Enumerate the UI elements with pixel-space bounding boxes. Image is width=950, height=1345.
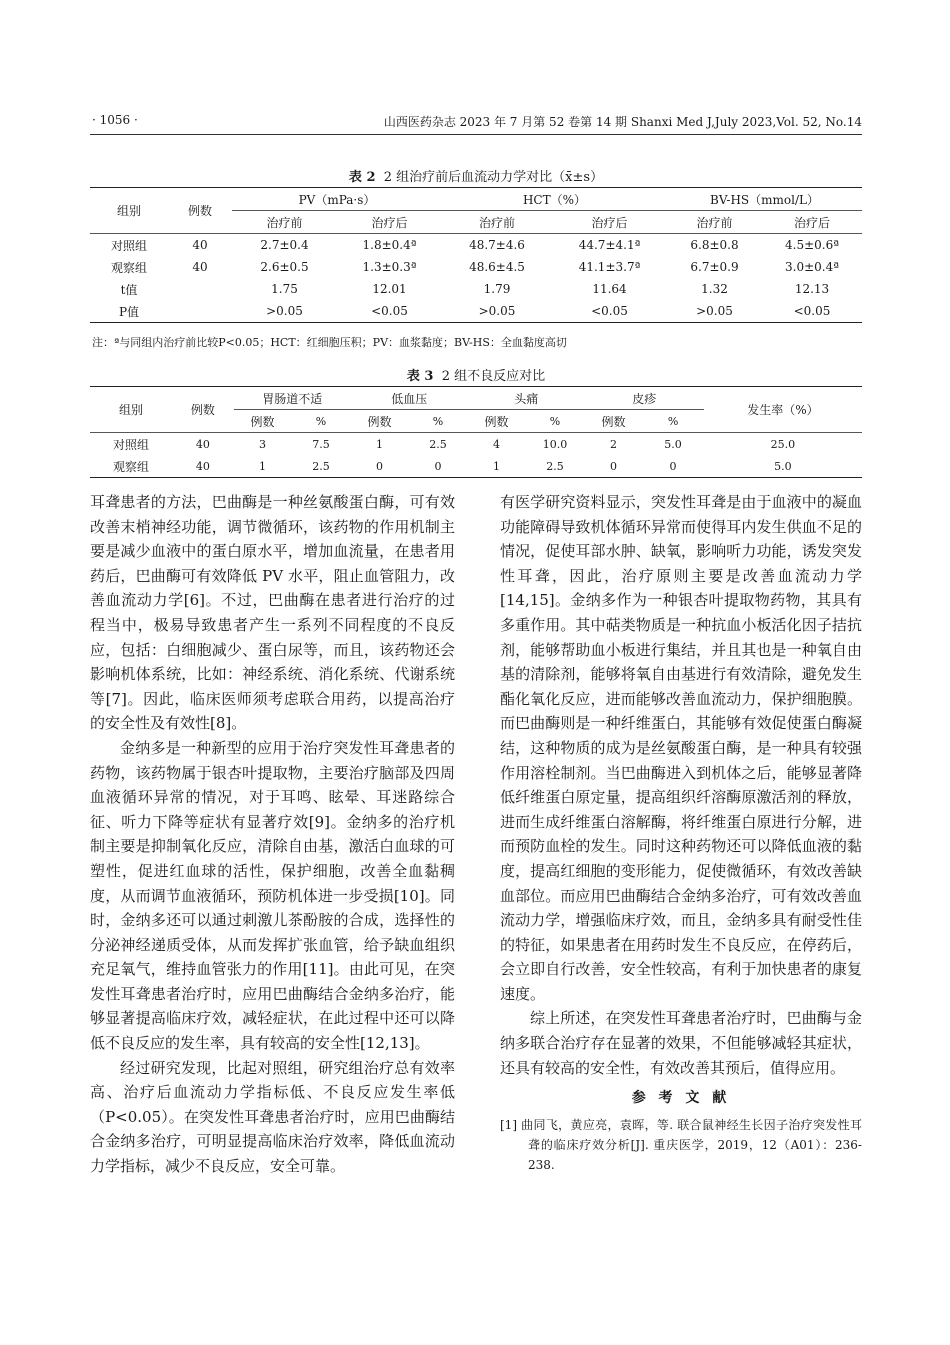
cell: 6.8±0.8 (690, 238, 739, 252)
table3-caption (90, 365, 862, 384)
t2-bv-before: 治疗前 (667, 211, 762, 234)
table-row (90, 256, 862, 278)
t3-sub-cases: 例数 (585, 410, 642, 433)
table-row (90, 278, 862, 300)
cell: 2.5 (291, 455, 351, 478)
cell: <0.05 (552, 300, 667, 323)
cell: 6.7±0.9 (690, 260, 739, 274)
t2-bv-after: 治疗后 (762, 211, 862, 234)
paragraph: 耳聋患者的方法，巴曲酶是一种丝氨酸蛋白酶，可有效改善末梢神经功能，调节微循环，该药物的作用机制主要是减少血液中的蛋白原水平，增加血流量，在患者用药后，巴曲酶可有效降低 PV 水平，阻止血管阻力，改善血流动力学[6]。不过，巴曲酶在患者进行治疗的过程当中，极易导致患者产生一系列不同程度的不良反应，包括：白细胞减少、蛋白尿等，而且，该药物还会影响机体系统，比如：神经系统、消化系统、代谢系统等[7]。因此，临床医师须考虑联合用药，以提高治疗的安全性及有效性[8]。 (90, 493, 455, 733)
cell: 0 (642, 455, 704, 478)
table-row (90, 300, 862, 323)
cell: 12.13 (794, 282, 830, 296)
cell: 2.5 (525, 455, 585, 478)
table-row (90, 234, 862, 257)
t2-head-group: 组别 (90, 188, 168, 234)
cell: 1 (375, 437, 383, 451)
cell: 观察组 (90, 455, 172, 478)
cell: 3.0±0.4ª (785, 260, 839, 274)
table-row (90, 433, 862, 456)
cell: 48.7±4.6 (469, 238, 525, 252)
t3-head-count: 例数 (172, 387, 234, 433)
cell: t值 (120, 282, 138, 297)
references-heading: 参 考 文 献 (631, 1090, 731, 1107)
cell: 1.75 (271, 282, 298, 296)
cell: 0 (351, 455, 408, 478)
cell: 12.01 (372, 282, 407, 296)
cell: >0.05 (667, 300, 762, 323)
t2-head-pv: PV（mPa·s） (232, 188, 442, 211)
t2-hct-after: 治疗后 (552, 211, 667, 234)
cell: 11.64 (592, 282, 627, 296)
t3-sub-pct: % (408, 410, 468, 433)
t3-sub-cases: 例数 (234, 410, 291, 433)
table2-label: 表 2 (348, 170, 376, 185)
cell: >0.05 (442, 300, 552, 323)
cell: <0.05 (337, 300, 442, 323)
t2-pv-before: 治疗前 (232, 211, 337, 234)
cell: 4.5±0.6ª (785, 238, 839, 252)
paragraph: 经过研究发现，比起对照组，研究组治疗总有效率高、治疗后血流动力学指标低、不良反应发生率低（P<0.05）。在突发性耳聋患者治疗时，应用巴曲酶结合金纳多治疗，可明显提高临床治疗效率，降低血流动力学指标，减少不良反应，安全可靠。 (90, 1058, 455, 1176)
t3-sub-pct: % (642, 410, 704, 433)
t3-sub-cases: 例数 (351, 410, 408, 433)
table2 (90, 187, 862, 323)
t2-hct-before: 治疗前 (442, 211, 552, 234)
t3-head-rash: 皮疹 (585, 387, 704, 410)
cell: 3 (258, 437, 266, 451)
t3-sub-pct: % (525, 410, 585, 433)
cell: 1.8±0.4ª (362, 238, 417, 252)
cell: 0 (408, 455, 468, 478)
cell: 1 (468, 455, 525, 478)
t3-head-rate: 发生率（%） (704, 387, 862, 433)
t3-head-hypo: 低血压 (351, 387, 468, 410)
cell: 1.79 (483, 282, 511, 296)
page-number: · 1056 · (92, 113, 138, 127)
table3-label: 表 3 (406, 369, 434, 384)
cell: 40 (172, 455, 234, 478)
cell: 5.0 (704, 455, 862, 478)
cell: 5.0 (664, 437, 682, 451)
body-left-column (90, 490, 455, 1179)
t3-sub-pct: % (291, 410, 351, 433)
t3-sub-cases: 例数 (468, 410, 525, 433)
table2-title: 2 组治疗前后血流动力学对比（x̄±s） (383, 170, 604, 185)
paragraph: 有医学研究资料显示，突发性耳聋是由于血液中的凝血功能障碍导致机体循环异常而使得耳内发生供血不足的情况，促使耳部水肿、缺氧，影响听力功能，诱发突发性耳聋，因此，治疗原则主要是改善血流动力学[14,15]。金纳多作为一种银杏叶提取物药物，其具有多重作用。其中萜类物质是一种抗血小板活化因子拮抗剂，能够帮助血小板进行集结，并且其也是一种氧自由基的清除剂，能够将氧自由基进行有效清除，避免发生酯化氧化反应，进而能够改善血流动力，保护细胞膜。而巴曲酶则是一种纤维蛋白，其能够有效促使蛋白酶凝结，这种物质的成为是丝氨酸蛋白酶，是一种具有较强作用溶栓制剂。当巴曲酶进入到机体之后，能够显著降低纤维蛋白原定量，提高组织纤溶酶原激活剂的释放，进而生成纤维蛋白溶解酶，将纤维蛋白原进行分解，进而预防血栓的发生。同时这种药物还可以降低血液的黏度，提高红细胞的变形能力，促使微循环，有效改善缺血部位。而应用巴曲酶结合金纳多治疗，可有效改善血流动力学，增强临床疗效，而且，金纳多具有耐受性佳的特征，如果患者在用药时发生不良反应，在停药后，会立即自行改善，安全性较高，有利于加快患者的康复速度。 (500, 493, 862, 1003)
cell: 观察组 (110, 260, 147, 275)
journal-header: 山西医药杂志 2023 年 7 月第 52 卷第 14 期 Shanxi Med J,July 2023,Vol. 52, No.14 (383, 115, 862, 129)
cell: <0.05 (762, 300, 862, 323)
cell: 4 (492, 437, 500, 451)
cell: 1.3±0.3ª (362, 260, 417, 274)
cell: 10.0 (542, 437, 568, 451)
table2-caption (90, 166, 862, 185)
header-rule (90, 134, 862, 135)
cell: 2.7±0.4 (260, 238, 309, 252)
cell (168, 300, 232, 323)
t2-head-hct: HCT（%） (442, 188, 667, 211)
body-right-column (500, 490, 862, 1175)
cell: 对照组 (113, 437, 150, 452)
table2-note: 注：ª与同组内治疗前比较P<0.05；HCT：红细胞压积；PV：血浆黏度；BV-HS：全血黏度高切 (92, 336, 567, 349)
cell: 1 (234, 455, 291, 478)
t3-head-group: 组别 (90, 387, 172, 433)
t2-pv-after: 治疗后 (337, 211, 442, 234)
table3 (90, 386, 862, 478)
cell: 2.5 (429, 437, 447, 451)
t3-head-gi: 胃肠道不适 (234, 387, 351, 410)
t2-head-bvhs: BV-HS（mmol/L） (667, 188, 862, 211)
cell: P值 (90, 300, 168, 323)
paragraph: 综上所述，在突发性耳聋患者治疗时，巴曲酶与金纳多联合治疗存在显著的效果，不但能够减轻其症状，还具有较高的安全性，有效改善其预后，值得应用。 (500, 1009, 862, 1077)
cell: 48.6±4.5 (469, 260, 525, 274)
reference-item: [1] 曲同飞，黄应亮，袁晖，等. 联合鼠神经生长因子治疗突发性耳聋的临床疗效分析[J]. 重庆医学，2019，12（A01）：236-238. (500, 1117, 862, 1172)
table-row (90, 455, 862, 478)
cell: 40 (195, 437, 210, 451)
cell: 44.7±4.1ª (578, 238, 641, 252)
cell: 41.1±3.7ª (578, 260, 641, 274)
cell: 1.32 (701, 282, 728, 296)
cell: 25.0 (770, 437, 796, 451)
t3-head-headache: 头痛 (468, 387, 585, 410)
cell: 40 (192, 238, 208, 252)
cell: 对照组 (110, 238, 147, 253)
cell: 40 (192, 260, 208, 274)
cell: 7.5 (312, 437, 330, 451)
t2-head-count: 例数 (168, 188, 232, 234)
cell: 2 (610, 437, 617, 451)
cell: 0 (585, 455, 642, 478)
cell: >0.05 (232, 300, 337, 323)
cell (168, 278, 232, 300)
cell: 2.6±0.5 (260, 260, 309, 274)
table3-title: 2 组不良反应对比 (441, 369, 546, 384)
paragraph: 金纳多是一种新型的应用于治疗突发性耳聋患者的药物，该药物属于银杏叶提取物，主要治疗脑部及四周血液循环异常的情况，对于耳鸣、眩晕、耳迷路综合征、听力下降等症状有显著疗效[9]。金纳多的治疗机制主要是抑制氧化反应，清除自由基，激活白血球的可塑性，促进红血球的活性，保护细胞，改善全血黏稠度，从而调节血液循环，预防机体进一步受损[10]。同时，金纳多还可以通过刺激儿茶酚胺的合成，选择性的分泌神经递质受体，从而发挥扩张血管，给予缺血组织充足氧气，维持血管张力的作用[11]。由此可见，在突发性耳聋患者治疗时，应用巴曲酶结合金纳多治疗，能够显著提高临床疗效，减轻症状，在此过程中还可以降低不良反应的发生率，具有较高的安全性[12,13]。 (90, 738, 455, 1053)
